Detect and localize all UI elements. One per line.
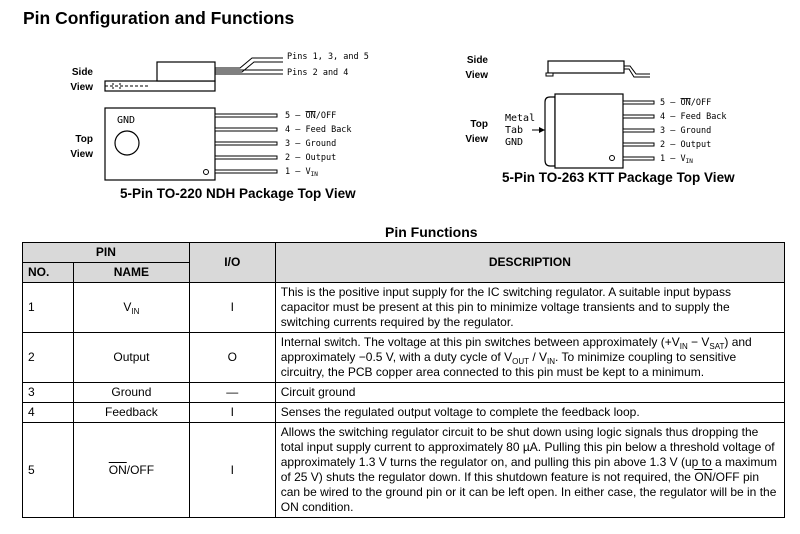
ndh-pin-3-label: Ground bbox=[305, 139, 337, 149]
ndh-pin-5-number: 5 – bbox=[285, 111, 306, 121]
ktt-pin-4-number: 4 – bbox=[660, 112, 681, 122]
page-heading: Pin Configuration and Functions bbox=[23, 8, 295, 28]
ktt-pin-5-label-suffix: /OFF bbox=[690, 98, 712, 108]
pin-number: 2 bbox=[23, 333, 74, 383]
table-row bbox=[23, 403, 785, 423]
pin-functions-table bbox=[22, 242, 785, 518]
pin-number: 3 bbox=[23, 383, 74, 403]
ktt-pin-3-number: 3 – bbox=[660, 126, 681, 136]
pin-description: Allows the switching regulator circuit to be shut down using logic signals thus dropping the total input supply current to approximately 80 µA. Pulling this pin below a threshold voltage of approximately 1.3 V turns the regulator on, and pulling this pin above 1.3 V (up to a maximum of 25 V) shuts the regulator down. If this shutdown feature is not required, the $\overline{ON}$/OFF pin can be wired to the ground pin or it can be left open. In either case, the regulator will be in the ON condition. bbox=[275, 423, 784, 518]
ktt-top-view bbox=[465, 94, 726, 168]
pin-description: Circuit ground bbox=[275, 383, 784, 403]
ktt-side-label-2: View bbox=[465, 70, 488, 81]
ndh-pin1-marker bbox=[204, 170, 209, 175]
table-body bbox=[23, 283, 785, 518]
ndh-pin-5-label-overline: ON bbox=[305, 111, 316, 121]
pin-name: Ground bbox=[73, 383, 189, 403]
pin-name: $\overline{ON}$/OFF bbox=[73, 423, 189, 518]
ndh-caption: 5-Pin TO-220 NDH Package Top View bbox=[120, 186, 356, 201]
header-io: I/O bbox=[189, 243, 275, 283]
pin-number: 5 bbox=[23, 423, 74, 518]
ktt-metal-label-1: Metal bbox=[505, 113, 536, 124]
ndh-mounting-hole bbox=[115, 131, 139, 155]
pin-number: 1 bbox=[23, 283, 74, 333]
header-pin: PIN bbox=[23, 243, 190, 263]
ndh-pin-3-number: 3 – bbox=[285, 139, 306, 149]
ktt-side-view bbox=[465, 55, 650, 81]
ndh-top-label-2: View bbox=[70, 149, 93, 160]
ktt-pin-1-number: 1 – bbox=[660, 154, 681, 164]
header-name: NAME bbox=[73, 263, 189, 283]
table-row bbox=[23, 423, 785, 518]
table-row bbox=[23, 283, 785, 333]
ndh-body bbox=[157, 62, 215, 81]
ktt-pin-5-label-overline: ON bbox=[680, 98, 691, 108]
ktt-metal-tab bbox=[545, 97, 555, 166]
ndh-top-view bbox=[70, 108, 351, 180]
ndh-pin-2-number: 2 – bbox=[285, 153, 306, 163]
ndh-side-label-1: Side bbox=[71, 67, 93, 78]
table-row bbox=[23, 333, 785, 383]
ndh-side-label-2: View bbox=[70, 82, 93, 93]
ndh-pin-1-number: 1 – bbox=[285, 167, 306, 177]
ktt-pin-labels bbox=[660, 98, 727, 165]
table-row bbox=[23, 383, 785, 403]
ndh-pin-labels bbox=[285, 111, 352, 178]
ndh-lead-label-2: Pins 2 and 4 bbox=[287, 68, 349, 78]
pin-description: This is the positive input supply for the IC switching regulator. A suitable input bypass capacitor must be present at this pin to minimize voltage transients and to supply the switching currents required by the regulator. bbox=[275, 283, 784, 333]
ktt-pin-4-label: Feed Back bbox=[680, 112, 727, 122]
ndh-pin-2-label: Output bbox=[305, 153, 337, 163]
header-no: NO. bbox=[23, 263, 74, 283]
header-description: DESCRIPTION bbox=[275, 243, 784, 283]
ktt-pin-1-label-subscript: IN bbox=[685, 158, 693, 165]
ndh-pin-5-label-suffix: /OFF bbox=[315, 111, 337, 121]
pin-io: I bbox=[189, 423, 275, 518]
ndh-pin-4-number: 4 – bbox=[285, 125, 306, 135]
ndh-pin-1-label-subscript: IN bbox=[310, 171, 318, 178]
ktt-caption: 5-Pin TO-263 KTT Package Top View bbox=[502, 170, 735, 185]
ktt-metal-label-2: Tab bbox=[505, 125, 524, 136]
table-title: Pin Functions bbox=[385, 224, 478, 240]
pin-io: I bbox=[189, 283, 275, 333]
ndh-pin-4-label: Feed Back bbox=[305, 125, 352, 135]
ktt-metal-label-3: GND bbox=[505, 137, 524, 148]
ktt-pin1-marker bbox=[610, 156, 615, 161]
ndh-lead-label-1: Pins 1, 3, and 5 bbox=[287, 52, 369, 62]
pin-name: Feedback bbox=[73, 403, 189, 423]
ktt-side-label-1: Side bbox=[466, 55, 488, 66]
pin-number: 4 bbox=[23, 403, 74, 423]
pin-io: — bbox=[189, 383, 275, 403]
ktt-top-label-1: Top bbox=[470, 119, 488, 130]
ktt-side-body bbox=[548, 61, 624, 73]
pin-description: Internal switch. The voltage at this pin switches between approximately $(+V_{IN} - V_{SAT})$ and approximately −0.5 V, with a duty cycle of $V_{OUT} / V_{IN}$. To minimize coupling to sensitive circuitry, the PCB copper area connected to this pin must be kept to a minimum. bbox=[275, 333, 784, 383]
ktt-top-label-2: View bbox=[465, 134, 488, 145]
ktt-pin-5-number: 5 – bbox=[660, 98, 681, 108]
pin-name: Output bbox=[73, 333, 189, 383]
ndh-pin-1-label: V bbox=[305, 167, 311, 177]
pin-name: $V_{IN}$ bbox=[73, 283, 189, 333]
ndh-side-view bbox=[70, 52, 369, 93]
ktt-pin-3-label: Ground bbox=[680, 126, 712, 136]
ndh-gnd-label: GND bbox=[117, 115, 136, 126]
ktt-pin-2-label: Output bbox=[680, 140, 712, 150]
pin-io: I bbox=[189, 403, 275, 423]
pin-io: O bbox=[189, 333, 275, 383]
ktt-pin-1-label: V bbox=[680, 154, 686, 164]
ktt-pin-2-number: 2 – bbox=[660, 140, 681, 150]
pin-description: Senses the regulated output voltage to complete the feedback loop. bbox=[275, 403, 784, 423]
ndh-top-label-1: Top bbox=[75, 134, 93, 145]
